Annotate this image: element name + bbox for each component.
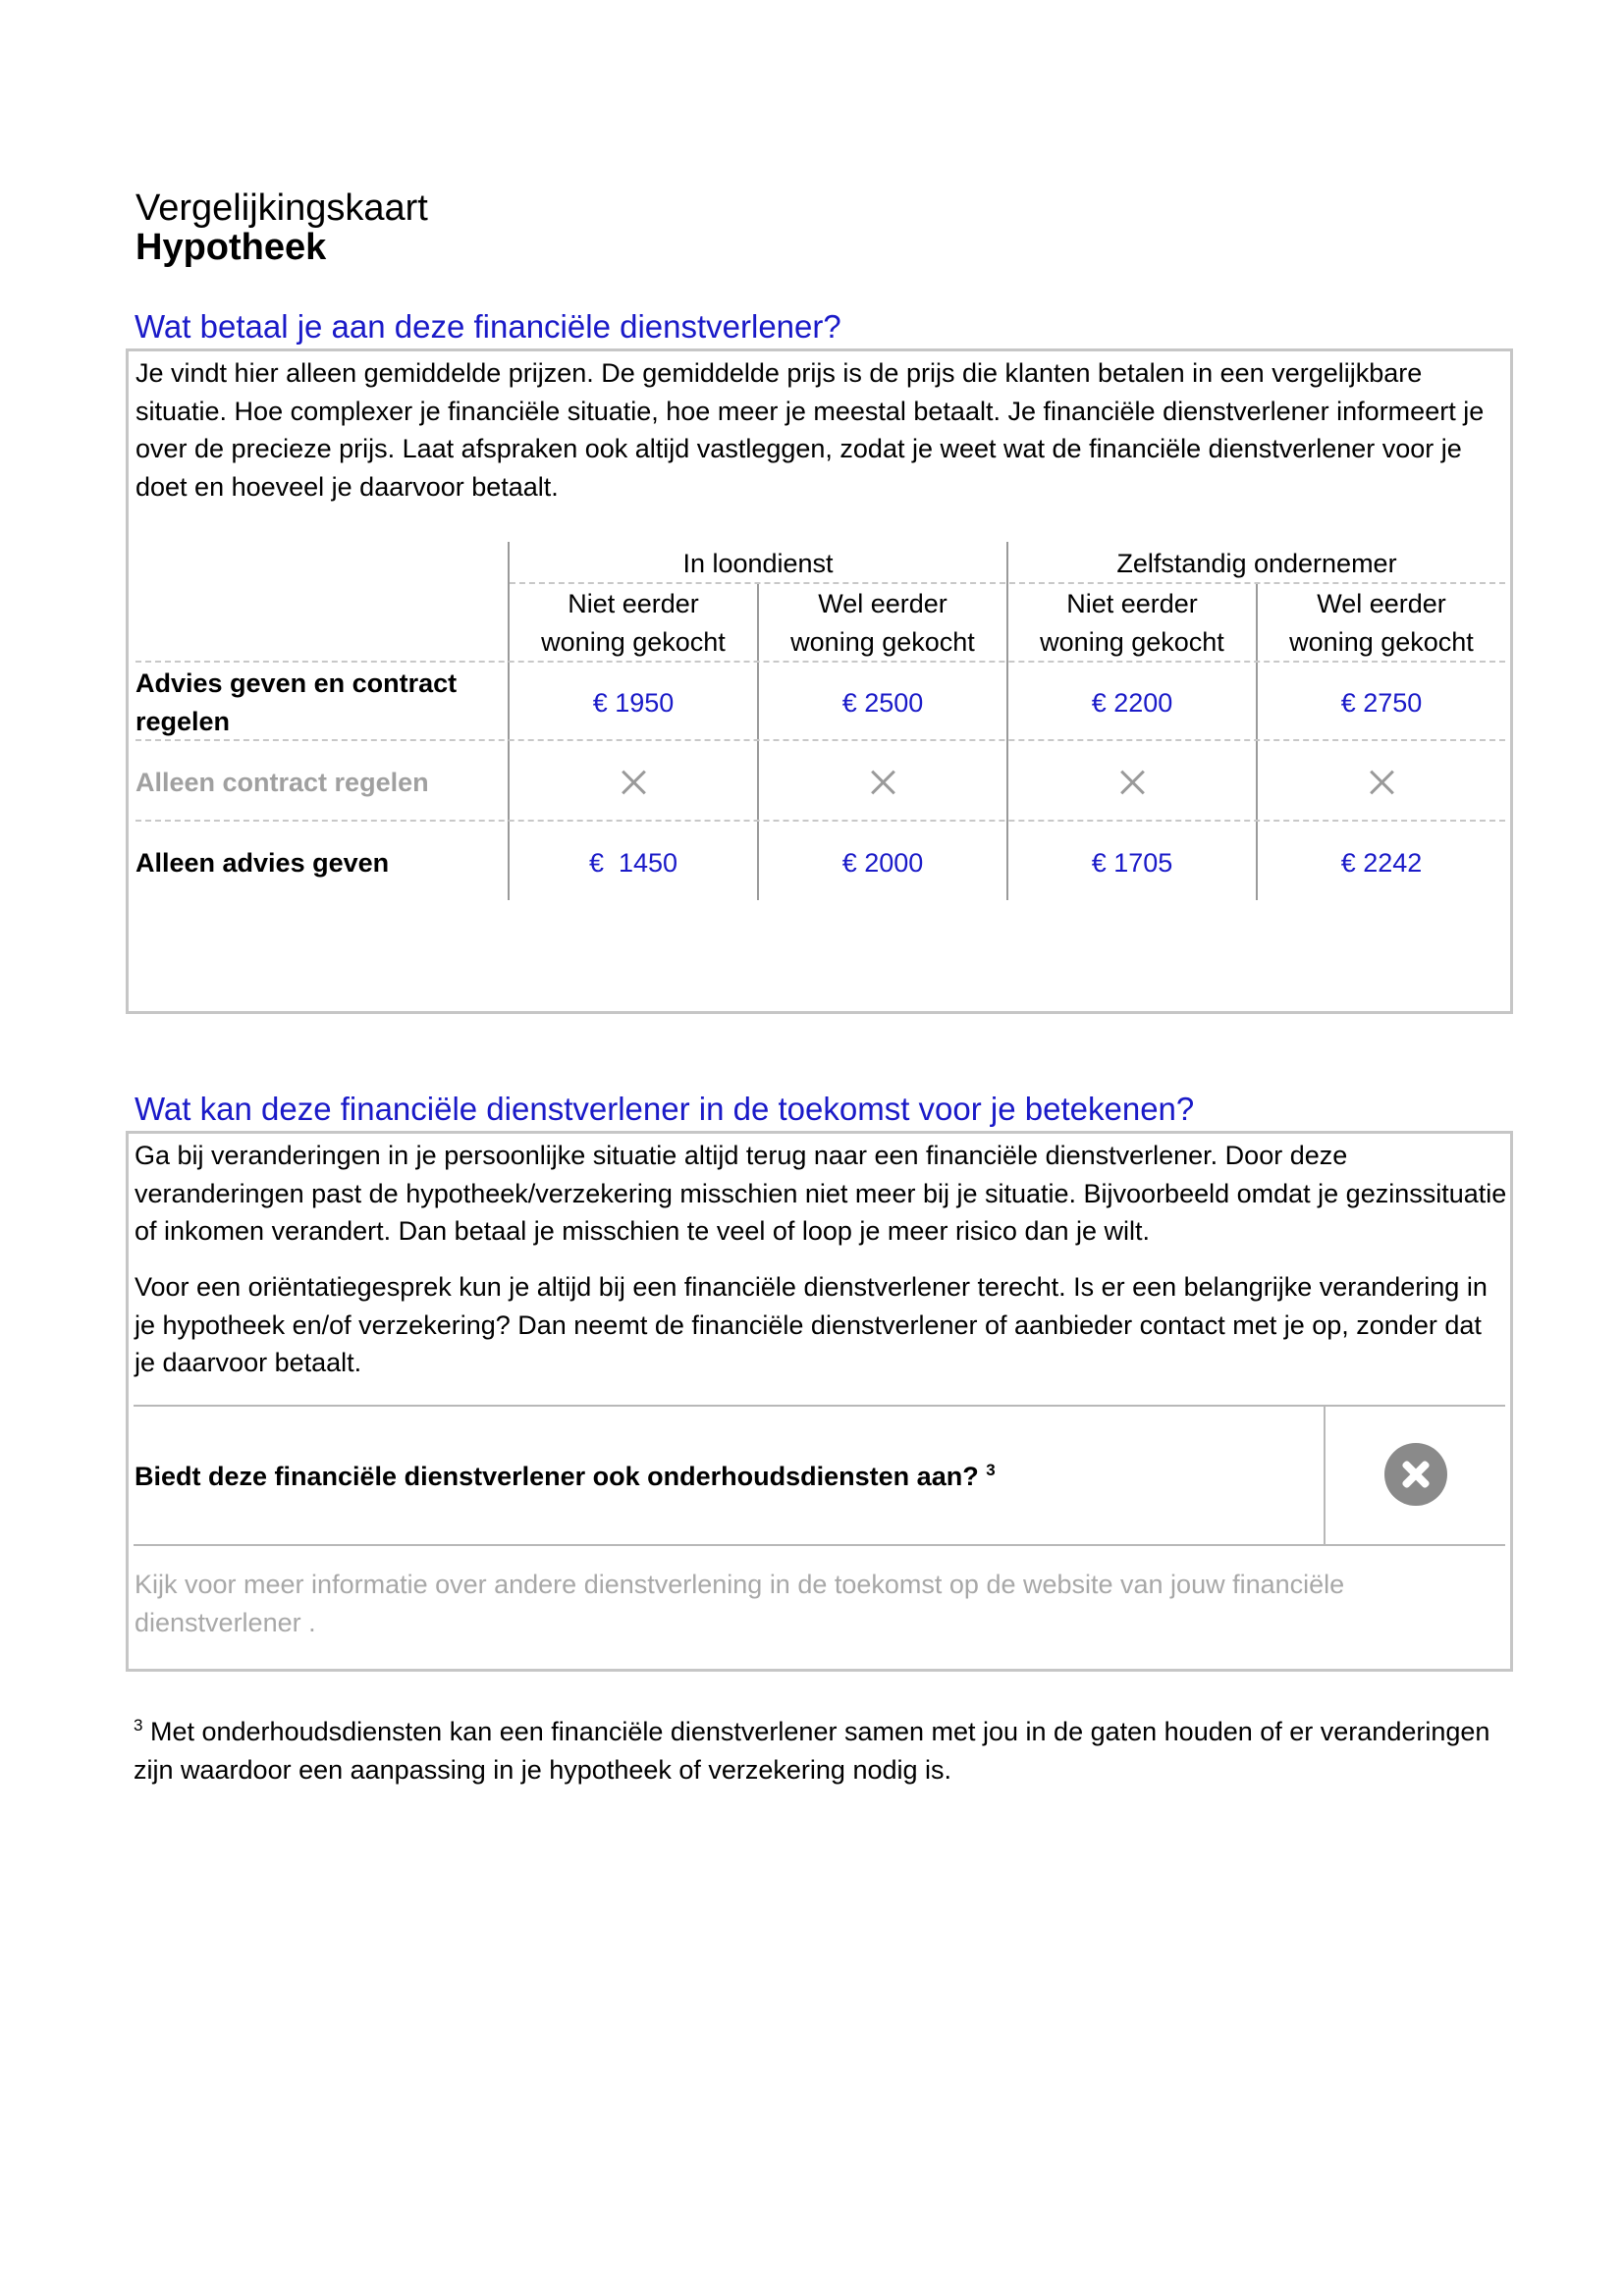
column-header xyxy=(510,585,757,662)
price-cell: € 1705 xyxy=(1091,848,1173,878)
price-cell: € 1450 xyxy=(588,848,678,878)
column-header-line1: Niet eerder xyxy=(568,589,699,618)
group-header-self-employed: Zelfstandig ondernemer xyxy=(1116,549,1397,578)
column-header-line2: woning gekocht xyxy=(1040,627,1224,657)
footnote-ref: 3 xyxy=(986,1461,996,1479)
column-header-line2: woning gekocht xyxy=(790,627,975,657)
column-header xyxy=(1258,585,1505,662)
price-cell: € 2000 xyxy=(841,848,924,878)
maintenance-question xyxy=(135,1459,996,1494)
page-subtitle: Hypotheek xyxy=(135,227,327,268)
row-label-advice-and-contract: Advies geven en contract regelen xyxy=(135,668,458,736)
cross-icon xyxy=(1119,770,1145,795)
page-title: Vergelijkingskaart xyxy=(135,187,428,229)
price-cell: € 2500 xyxy=(841,688,924,718)
footnote-marker: 3 xyxy=(134,1716,143,1735)
footnote xyxy=(134,1713,1508,1789)
costs-intro: Je vindt hier alleen gemiddelde prijzen. De gemiddelde prijs is de prijs die klanten betalen in een vergelijkbare situatie. Hoe complexer je financiële situatie, hoe meer je meestal betaalt. Je financiële dienstverlener informeert je over de precieze prijs. Laat afspraken ook altijd vastleggen, zodat je weet wat de financiële dienstverlener voor je doet en hoeveel je daarvoor betaalt. xyxy=(135,358,1485,502)
cross-icon xyxy=(1369,770,1394,795)
section-heading-future: Wat kan deze financiële dienstverlener in de toekomst voor je betekenen? xyxy=(135,1091,1195,1127)
column-header-line1: Niet eerder xyxy=(1066,589,1198,618)
table-rule xyxy=(135,820,1505,822)
price-cell: € 2750 xyxy=(1340,688,1423,718)
group-header-employed: In loondienst xyxy=(682,549,834,578)
cross-icon xyxy=(621,770,646,795)
no-circle-x-icon xyxy=(1384,1443,1447,1506)
divider xyxy=(134,1405,1505,1407)
column-header-line2: woning gekocht xyxy=(1289,627,1474,657)
footnote-text: Met onderhoudsdiensten kan een financiële dienstverlener samen met jou in de gaten houden of er veranderingen zijn waardoor een aanpassing in je hypotheek of verzekering nodig is. xyxy=(134,1717,1490,1785)
row-label-contract-only: Alleen contract regelen xyxy=(135,768,429,797)
column-header-line1: Wel eerder xyxy=(818,589,947,618)
future-para-2: Voor een oriëntatiegesprek kun je altijd bij een financiële dienstverlener terecht. Is er een belangrijke verandering in je hypotheek en/of verzekering? Dan neemt de financiële dienstverlener of aanbieder contact met je op, zonder dat je daarvoor betaalt. xyxy=(135,1272,1488,1377)
column-header xyxy=(1008,585,1256,662)
cross-icon xyxy=(870,770,895,795)
more-info-text: Kijk voor meer informatie over andere dienstverlening in de toekomst op de website van jouw financiële dienstverlener . xyxy=(135,1570,1345,1637)
future-para-1: Ga bij veranderingen in je persoonlijke situatie altijd terug naar een financiële dienstverlener. Door deze veranderingen past de hypotheek/verzekering misschien niet meer bij je situatie. Bijvoorbeeld omdat je gezinssituatie of inkomen verandert. Dan betaal je misschien te veel of loop je meer risico dan je wilt. xyxy=(135,1141,1507,1246)
column-header xyxy=(759,585,1006,662)
column-header-line1: Wel eerder xyxy=(1317,589,1446,618)
divider xyxy=(134,1544,1505,1546)
price-cell: € 1950 xyxy=(592,688,675,718)
section-heading-costs: Wat betaal je aan deze financiële dienstverlener? xyxy=(135,308,841,345)
price-cell: € 2242 xyxy=(1340,848,1423,878)
question-text: Biedt deze financiële dienstverlener ook onderhoudsdiensten aan? xyxy=(135,1462,979,1491)
price-cell: € 2200 xyxy=(1091,688,1173,718)
row-label-advice-only: Alleen advies geven xyxy=(135,848,390,878)
column-header-line2: woning gekocht xyxy=(541,627,726,657)
divider xyxy=(1324,1405,1326,1544)
